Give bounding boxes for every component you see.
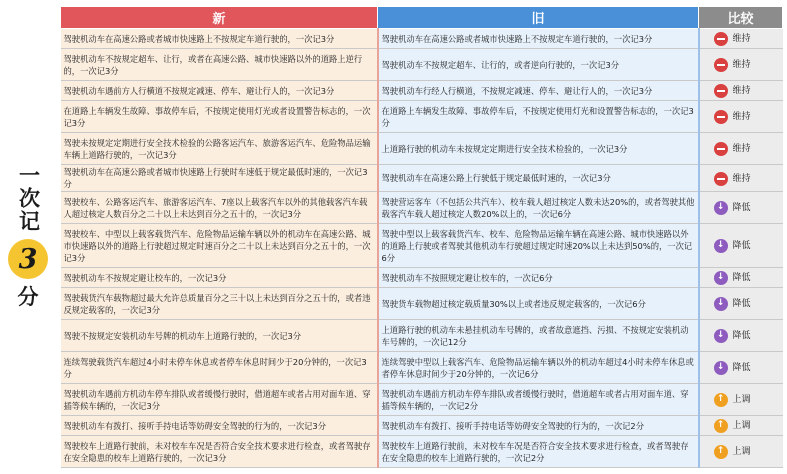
comparison-cell: [699, 165, 783, 192]
minus-circle-icon: [714, 110, 728, 124]
side-text-top: 一次记: [16, 164, 41, 233]
minus-circle-icon: [714, 142, 728, 156]
comparison-cell: [699, 320, 783, 352]
minus-circle-icon: [714, 172, 728, 186]
rule-old-cell: 驾驶机动车在高速公路上行驶低于规定最低时速的，一次记3分: [378, 165, 699, 192]
comparison-cell: [699, 416, 783, 436]
table-row: [61, 29, 783, 49]
status-badge: [714, 110, 751, 124]
status-badge: [714, 393, 751, 407]
arrow-down-circle-icon: ↓: [714, 329, 728, 343]
rule-old-cell: 驾驶机动车不按规定超车、让行的，或者逆向行驶的，一次记3分: [378, 49, 699, 81]
comparison-cell: [699, 352, 783, 384]
header-compare: 比较: [699, 7, 783, 29]
rule-new-cell: 驾驶校车、公路客运汽车、旅游客运汽车、7座以上载客汽车以外的其他载客汽车载人超过核定人数百分之二十以上未达到百分之五十的，一次记3分: [61, 192, 378, 224]
rule-new-cell: 驾驶载货汽车载物超过最大允许总质量百分之三十以上未达到百分之五十的，或者违反规定载客的，一次记3分: [61, 288, 378, 320]
rule-old-cell: 驾驶中型以上载客载货汽车、校车、危险物品运输车辆在高速公路、城市快速路以外的道路上行驶或者驾驶其他机动车行驶超过规定时速20%以上未达到50%的，一次记6分: [378, 224, 699, 268]
status-badge: [714, 329, 751, 343]
arrow-up-circle-icon: ↑: [714, 445, 728, 459]
rule-new-cell: 驾驶机动车在高速公路或者城市快速路上行驶时车速低于规定最低时速的，一次记3分: [61, 165, 378, 192]
comparison-cell: [699, 288, 783, 320]
rule-new-cell: 驾驶校车上道路行驶前，未对校车车况是否符合安全技术要求进行检查，或者驾驶存在安全隐患的校车上道路行驶的，一次记3分: [61, 436, 378, 468]
rule-new-cell: 驾驶校车、中型以上载客载货汽车、危险物品运输车辆以外的机动车在高速公路、城市快速路以外的道路上行驶超过规定时速百分之二十以上未达到百分之五十的，一次记3分: [61, 224, 378, 268]
comparison-cell: [699, 384, 783, 416]
arrow-down-circle-icon: ↓: [714, 201, 728, 215]
rule-new-cell: 驾驶机动车不按规定超车、让行，或者在高速公路、城市快速路以外的道路上逆行的，一次记3分: [61, 49, 378, 81]
rule-new-cell: 驾驶机动车不按规定避让校车的，一次记3分: [61, 268, 378, 288]
table-row: [61, 436, 783, 468]
rule-old-cell: 上道路行驶的机动车未按规定定期进行安全技术检验的，一次记3分: [378, 133, 699, 165]
status-label: 降低: [732, 298, 751, 309]
arrow-down-circle-icon: ↓: [714, 361, 728, 375]
status-label: 维持: [732, 60, 751, 70]
comparison-cell: [699, 224, 783, 268]
status-badge: [714, 297, 751, 311]
status-label: 维持: [732, 173, 751, 184]
status-label: 维持: [732, 144, 751, 154]
status-badge: [714, 419, 751, 433]
status-label: 降低: [732, 362, 751, 373]
rule-new-cell: 驾驶机动车有拨打、接听手持电话等妨碍安全驾驶的行为的，一次记3分: [61, 416, 378, 436]
side-text-bottom: 分: [17, 285, 39, 309]
comparison-cell: [699, 81, 783, 101]
minus-circle-icon: [714, 32, 728, 46]
status-label: 上调: [732, 420, 751, 431]
rule-new-cell: 驾驶机动车遇前方人行横道不按规定减速、停车、避让行人的，一次记3分: [61, 81, 378, 101]
rule-old-cell: 驾驶营运客车（不包括公共汽车）、校车载人超过核定人数未达20%的，或者驾驶其他载客汽车载人超过核定人数20%以上的，一次记6分: [378, 192, 699, 224]
table-row: [61, 165, 783, 192]
table-row: [61, 384, 783, 416]
status-label: 上调: [732, 394, 751, 405]
comparison-cell: [699, 133, 783, 165]
rule-old-cell: 驾驶校车上道路行驶前，未对校车车况是否符合安全技术要求进行检查，或者驾驶存在安全隐患的校车上道路行驶的，一次记2分: [378, 436, 699, 468]
status-label: 降低: [732, 240, 751, 251]
comparison-cell: [699, 49, 783, 81]
arrow-down-circle-icon: ↓: [714, 271, 728, 285]
rule-old-cell: 驾驶货车载物超过核定载质量30%以上或者违反规定载客的，一次记6分: [378, 288, 699, 320]
table-row: [61, 101, 783, 133]
status-badge: [714, 172, 751, 186]
status-badge: [714, 58, 751, 72]
comparison-cell: [699, 101, 783, 133]
rule-new-cell: 驾驶机动车在高速公路或者城市快速路上不按规定车道行驶的，一次记3分: [61, 29, 378, 49]
rule-new-cell: 驾驶不按规定安装机动车号牌的机动车上道路行驶的，一次记3分: [61, 320, 378, 352]
table-row: [61, 49, 783, 81]
rule-old-cell: 驾驶机动车有拨打、接听手持电话等妨碍安全驾驶的行为的，一次记2分: [378, 416, 699, 436]
status-badge: [714, 361, 751, 375]
comparison-table: [60, 6, 783, 468]
status-badge: [714, 445, 751, 459]
rule-new-cell: 连续驾驶载货汽车超过4小时未停车休息或者停车休息时间少于20分钟的，一次记3分: [61, 352, 378, 384]
status-label: 维持: [732, 34, 751, 44]
comparison-cell: [699, 192, 783, 224]
table-row: [61, 268, 783, 288]
status-label: 上调: [732, 446, 751, 457]
table-row: [61, 81, 783, 101]
status-badge: [714, 84, 751, 98]
status-label: 维持: [732, 112, 751, 122]
rule-old-cell: 驾驶机动车不按照规定避让校车的，一次记6分: [378, 268, 699, 288]
header-old: 旧: [378, 7, 699, 29]
rule-old-cell: 在道路上车辆发生故障、事故停车后，不按规定使用灯光和设置警告标志的，一次记3分: [378, 101, 699, 133]
rule-new-cell: 在道路上车辆发生故障、事故停车后，不按规定使用灯光或者设置警告标志的，一次记3分: [61, 101, 378, 133]
comparison-cell: [699, 29, 783, 49]
points-number-badge: 3: [8, 239, 48, 279]
arrow-up-circle-icon: ↑: [714, 393, 728, 407]
arrow-down-circle-icon: ↓: [714, 297, 728, 311]
minus-circle-icon: [714, 58, 728, 72]
rule-new-cell: 驾驶未按规定定期进行安全技术检验的公路客运汽车、旅游客运汽车、危险物品运输车辆上道路行驶的，一次记3分: [61, 133, 378, 165]
header-new: 新: [61, 7, 378, 29]
rule-old-cell: 连续驾驶中型以上载客汽车、危险物品运输车辆以外的机动车超过4小时未停车休息或者停车休息时间少于20分钟的，一次记6分: [378, 352, 699, 384]
status-badge: [714, 271, 751, 285]
side-caption: [0, 0, 56, 474]
rule-old-cell: 驾驶机动车遇前方机动车停车排队或者缓慢行驶时，借道超车或者占用对面车道、穿插等候车辆的，一次记2分: [378, 384, 699, 416]
status-label: 维持: [732, 86, 751, 96]
rule-old-cell: 驾驶机动车行经人行横道，不按规定减速、停车、避让行人的，一次记3分: [378, 81, 699, 101]
status-label: 降低: [732, 330, 751, 341]
arrow-down-circle-icon: ↓: [714, 239, 728, 253]
table-row: [61, 224, 783, 268]
table-row: [61, 416, 783, 436]
status-badge: [714, 239, 751, 253]
rule-old-cell: 驾驶机动车在高速公路或者城市快速路上不按规定车道行驶的，一次记3分: [378, 29, 699, 49]
status-badge: [714, 142, 751, 156]
table-header-row: [61, 7, 783, 29]
minus-circle-icon: [714, 84, 728, 98]
table-row: [61, 352, 783, 384]
table-row: [61, 192, 783, 224]
comparison-cell: [699, 436, 783, 468]
table-row: [61, 288, 783, 320]
rule-old-cell: 上道路行驶的机动车未悬挂机动车号牌的，或者故意遮挡、污损、不按规定安装机动车号牌的，一次记12分: [378, 320, 699, 352]
table-row: [61, 320, 783, 352]
status-label: 降低: [732, 272, 751, 283]
status-badge: [714, 32, 751, 46]
table-body: [61, 29, 783, 468]
status-label: 降低: [732, 202, 751, 213]
rule-new-cell: 驾驶机动车遇前方机动车停车排队或者缓慢行驶时，借道超车或者占用对面车道、穿插等候车辆的，一次记3分: [61, 384, 378, 416]
status-badge: [714, 201, 751, 215]
comparison-cell: [699, 268, 783, 288]
arrow-up-circle-icon: ↑: [714, 419, 728, 433]
table-row: [61, 133, 783, 165]
